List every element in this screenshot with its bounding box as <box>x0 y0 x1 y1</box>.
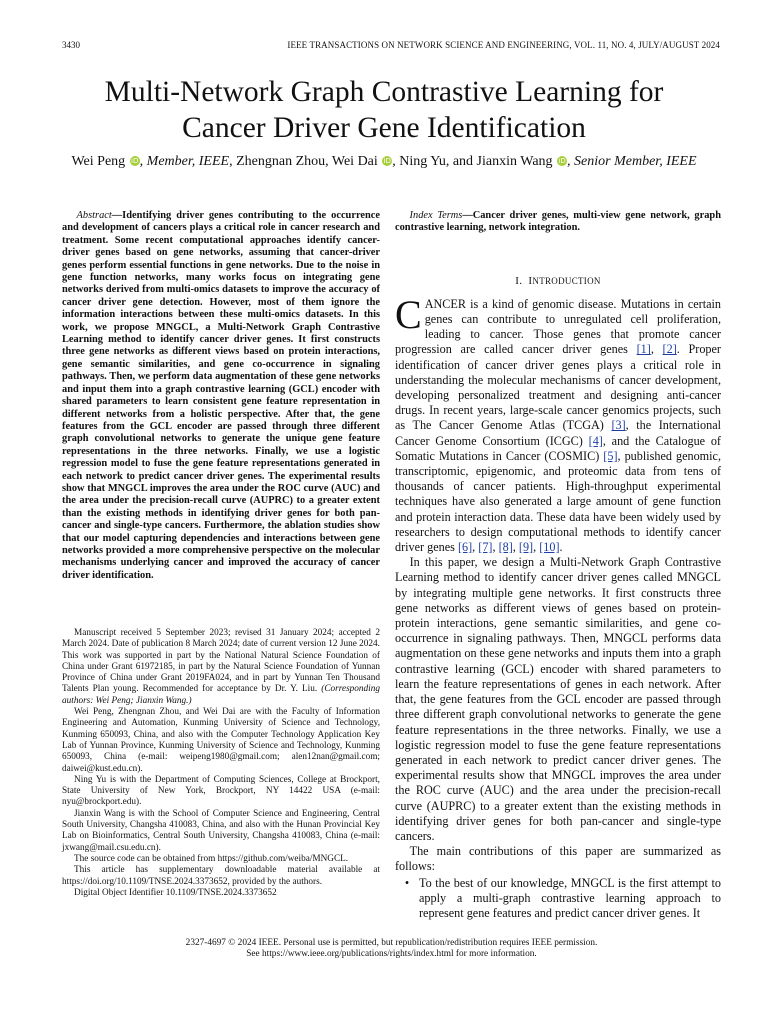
index-terms-label: Index Terms <box>409 210 463 221</box>
intro-paragraph-3: The main contributions of this paper are summarized as follows: <box>395 844 721 874</box>
abstract-text: —Identifying driver genes contributing to the occurrence and development of cancers plays a critical role in cancer research and treatment. Some recent computational approaches identify cancer-driver genes based on gene networks, assuming that cancer-driver genes perform essential functions in gene networks. Due to the noise in gene function networks, many works focus on integrating gene networks derived from multi-omics datasets to improve the accuracy of cancer driver gene detection. However, most of them ignore the information interactions between these multi-omics datasets. In this work, we propose MNGCL, a Multi-Network Graph Contrastive Learning method to identify cancer driver genes. It first constructs three gene networks as different views based on protein interactions, gene semantic similarities, and gene co-occurrence in signaling pathways. Then, we perform data augmentation of these gene networks and input them into a graph contrastive learning (GCL) encoder with shared parameters to learn consistent gene feature representation in different networks from a holistic perspective. After that, the gene features from the GCL encoder are passed through three different graph convolutional networks to generate the unique gene feature representations in the three networks. Finally, we use a logistic regression model to fuse the gene feature representations generated in each network to predict cancer driver genes. The experimental results show that MNGCL improves the area under the ROC curve (AUC) and the area under the precision-recall curve (AUPRC) to a greater extent than the existing methods in identifying driver genes for both pan-cancer and single-type cancers. Furthermore, the ablation studies show that our model capturing dependencies and interactions between gene networks provided a more comprehensive perspective on the molecular mechanisms underlying cancer and improved the accuracy of cancer driver identification. <box>62 210 380 581</box>
intro-p1-end: . <box>559 540 563 555</box>
right-column <box>395 210 721 921</box>
intro-paragraph-2: In this paper, we design a Multi-Network Graph Contrastive Learning method to identify cancer driver genes called MNGCL by integrating multiple gene networks. It first constructs three gene networks as different views of genes based on protein-protein interactions, gene semantic similarities, and gene co-occurrence in signaling pathways. Then, MNGCL performs data augmentation on these gene networks and inputs them into a graph contrastive learning (GCL) encoder with shared parameters to learn the feature representations of genes in each network. After that, the gene features from the GCL encoder are passed through three different graph convolutional networks to generate the gene feature representations in the three networks. Finally, we use a logistic regression model to fuse the gene feature representations generated in each network to predict cancer driver genes. The experimental results show that MNGCL improves the area under the ROC curve (AUC) and the area under the precision-recall curve (AUPRC) to a greater extent than the existing methods in identifying driver genes for both pan-cancer and single-type cancers. <box>395 555 721 843</box>
section-title-first: I <box>528 274 533 287</box>
citation-link[interactable]: [1] <box>636 342 651 357</box>
footnote-affiliation-2: Ning Yu is with the Department of Computing Sciences, College at Brockport, State University of New York, Brockport, NY 14422 USA (e-mail: nyu@brockport.edu). <box>62 774 380 808</box>
footnote-doi: Digital Object Identifier 10.1109/TNSE.2024.3373652 <box>74 887 277 898</box>
left-column <box>62 210 380 582</box>
citation-link[interactable]: [5] <box>603 448 618 463</box>
bullet-dot: • <box>404 875 410 890</box>
orcid-icon[interactable]: iD <box>558 157 566 165</box>
author-peng: Wei Peng <box>71 154 126 169</box>
paper-title-line2: Cancer Driver Gene Identification <box>182 112 586 144</box>
section-number: I. <box>515 274 523 287</box>
page-number: 3430 <box>62 40 80 50</box>
citation-link[interactable]: [9] <box>518 540 534 555</box>
footnote-manuscript-text: Manuscript received 5 September 2023; revised 31 January 2024; accepted 2 March 2024. Date of publication 8 March 2024; date of current version 12 June 2024. This work was supported in part by the National Natural Science Foundation of China under Grant 61972185, in part by the Natural Science Foundation of Yunnan Province of China under Grant 2019FA024, and in part by Yunnan Ten Thousand Talents Plan young. Recommended for acceptance by Dr. Y. Liu. <box>62 628 380 695</box>
author-zhou-dai: , Zhengnan Zhou, Wei Dai <box>229 154 378 169</box>
footnote-affiliation-3: Jianxin Wang is with the School of Computer Science and Engineering, Central South University, Changsha 410083, China, and also with the Hunan Provincial Key Lab on Bioinformatics, Central South University, Changsha 410083, China (e-mail: jxwang@mail.csu.edu.cn). <box>62 808 380 853</box>
citation-link[interactable]: [10] <box>539 540 560 555</box>
bullet-text: To the best of our knowledge, MNGCL is the first attempt to apply a multi-graph contrastive learning approach to represent gene features and predict cancer driver genes. It <box>419 875 721 920</box>
citation-sep: , <box>650 342 663 357</box>
dropcap-letter: C <box>395 291 422 337</box>
index-terms-text: —Cancer driver genes, multi-view gene network, graph contrastive learning, network integration. <box>395 210 721 234</box>
citation-sep: , <box>533 540 540 555</box>
citation-sep: , <box>492 540 499 555</box>
intro-p1-text-d: , and the Catalogue of Somatic Mutations in Cancer (COSMIC) <box>395 433 721 463</box>
abstract-label: Abstract <box>76 210 112 221</box>
journal-header: IEEE TRANSACTIONS ON NETWORK SCIENCE AND ENGINEERING, VOL. 11, NO. 4, JULY/AUGUST 2024 <box>287 40 720 50</box>
author-wang-role: , Senior Member, IEEE <box>567 154 697 169</box>
author-yu-wang: , Ning Yu, and Jianxin Wang <box>392 154 553 169</box>
author-peng-role: , Member, IEEE <box>139 154 230 169</box>
footnote-manuscript <box>62 628 380 707</box>
citation-link[interactable]: [8] <box>498 540 513 555</box>
footnotes <box>62 628 380 899</box>
section-title-rest: NTRODUCTION <box>532 275 601 286</box>
intro-p1-text-e: , published genomic, transcriptomic, epigenomic, and proteomic data from tens of thousands of cancer patients. High-throughput experimental techniques have also generated a large amount of gene function and protein interaction data. These data have been widely used by researchers to design computational methods to identify cancer driver genes <box>395 448 721 555</box>
footnote-supplementary: This article has supplementary downloadable material available at https://doi.org/10.1109/TNSE.2024.3373652, provided by the authors. <box>62 865 380 887</box>
author-list <box>40 153 728 171</box>
intro-p1-text-b: . Proper identification of cancer driver genes plays a critical role in understanding the molecular mechanisms of cancer development, developing personalized treatment and designing anti-cancer drugs. In recent years, large-scale cancer genomics projects, such as The Cancer Genome Atlas (TCGA) <box>395 342 721 433</box>
copyright-line-1: 2327-4697 © 2024 IEEE. Personal use is permitted, but republication/redistribution requires IEEE permission. <box>185 938 598 948</box>
contribution-bullet <box>395 876 721 922</box>
copyright-line-2: See https://www.ieee.org/publications/rights/index.html for more information. <box>246 949 537 960</box>
section-heading <box>395 275 721 287</box>
orcid-icon[interactable]: iD <box>383 157 391 165</box>
paper-title-line1: Multi-Network Graph Contrastive Learning for <box>104 76 664 108</box>
index-terms <box>395 210 721 235</box>
paper-title <box>40 74 728 146</box>
introduction-body <box>395 291 721 921</box>
citation-sep: , <box>472 540 479 555</box>
copyright-notice <box>62 938 721 961</box>
citation-sep: , <box>512 540 519 555</box>
citation-link[interactable]: [4] <box>588 433 603 448</box>
orcid-icon[interactable]: iD <box>131 157 139 165</box>
intro-p1-text-a: ANCER is a kind of genomic disease. Mutations in certain genes can contribute to unregulated cell proliferation, leading to cancer. Those genes that promote cancer progression are called cancer driver genes <box>395 296 721 357</box>
citation-link[interactable]: [2] <box>662 342 677 357</box>
citation-link[interactable]: [3] <box>611 418 626 433</box>
citation-link[interactable]: [6] <box>457 540 473 555</box>
footnote-corresponding: (Corresponding authors: Wei Peng; Jianxin Wang.) <box>62 684 381 706</box>
footnote-source-code: The source code can be obtained from https://github.com/weiba/MNGCL. <box>74 853 349 864</box>
abstract <box>62 210 380 582</box>
footnote-affiliation-1: Wei Peng, Zhengnan Zhou, and Wei Dai are with the Faculty of Information Engineering and Automation, Kunming University of Science and Technology, Kunming 650093, China, and also with the Computer Technology Application Key Lab of Yunnan Province, Kunming University of Science and Technology, Kunming 650093, China (e-mail: weipeng1980@gmail.com; alen12nan@gmail.com; daiwei@kust.edu.cn). <box>62 707 380 774</box>
citation-link[interactable]: [7] <box>478 540 493 555</box>
intro-paragraph-1 <box>395 291 721 555</box>
intro-p1-text-c: , the International Cancer Genome Consortium (ICGC) <box>395 418 721 448</box>
